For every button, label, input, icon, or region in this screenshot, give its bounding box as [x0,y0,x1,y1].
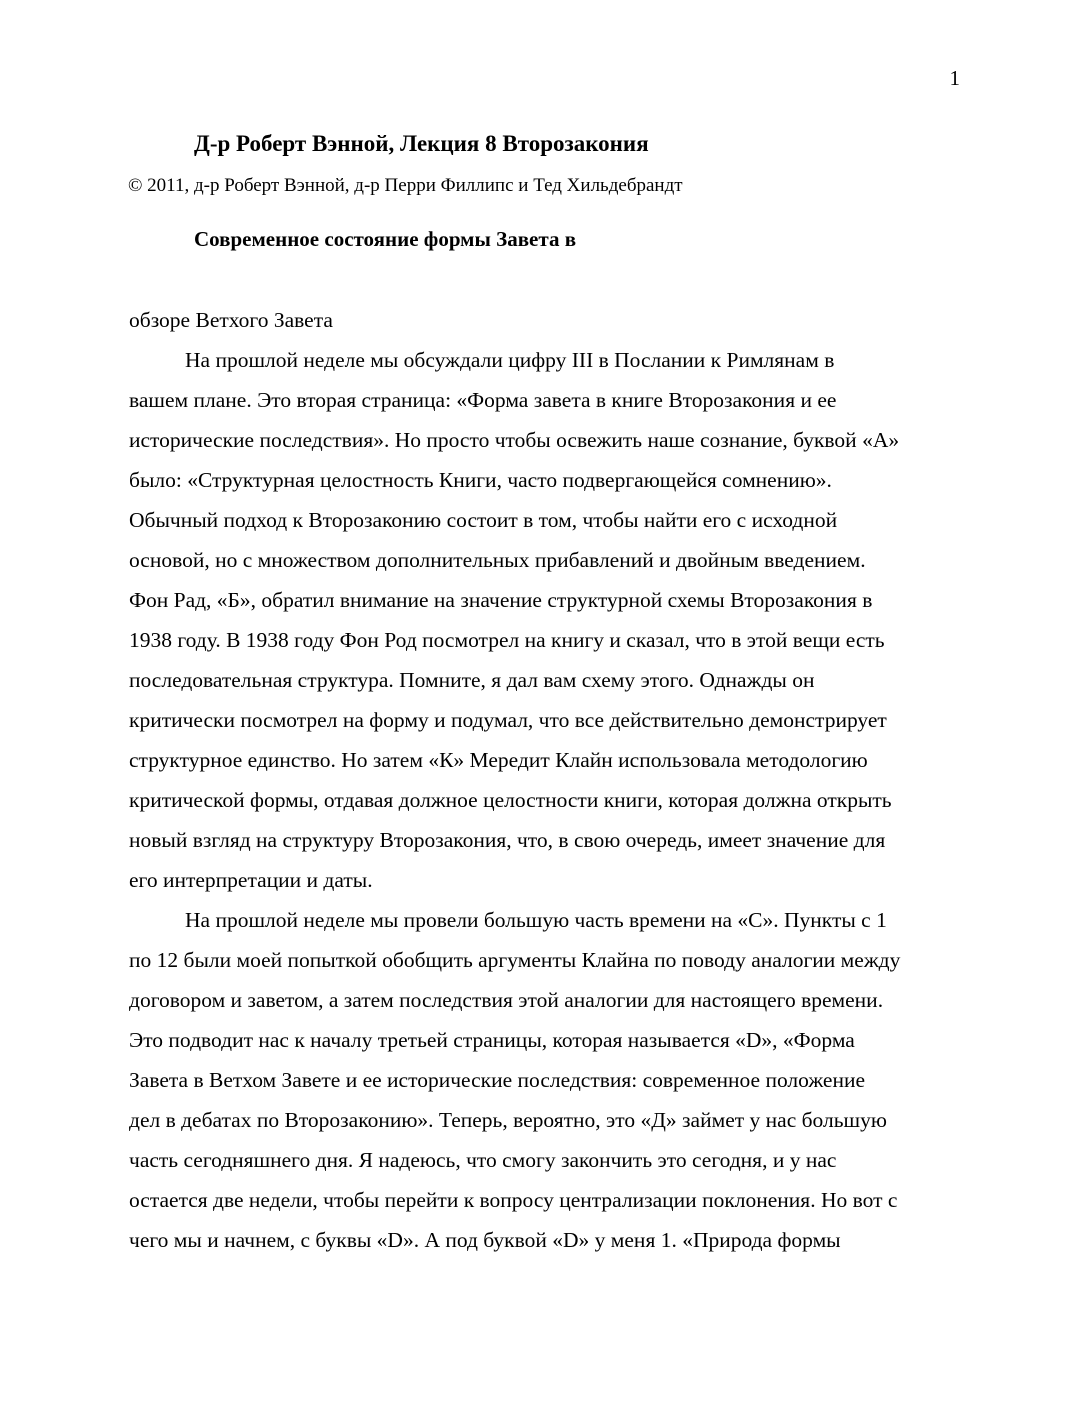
text-line: остается две недели, чтобы перейти к вопросу централизации поклонения. Но вот с [129,1188,898,1212]
text-line: На прошлой неделе мы провели большую часть времени на «С». Пункты с 1 [185,908,887,932]
text-line: На прошлой неделе мы обсуждали цифру III в Послании к Римлянам в [185,348,835,372]
text-line: обзоре Ветхого Завета [129,308,333,332]
text-line: вашем плане. Это вторая страница: «Форма завета в книге Второзакония и ее [129,388,837,412]
text-line: структурное единство. Но затем «К» Мередит Клайн использовала методологию [129,748,868,772]
text-line: договором и заветом, а затем последствия этой аналогии для настоящего времени. [129,988,884,1012]
section-subtitle: Современное состояние формы Завета в [194,227,577,251]
text-line: по 12 были моей попыткой обобщить аргументы Клайна по поводу аналогии между [129,948,901,972]
text-line: критической формы, отдавая должное целостности книги, которая должна открыть [129,788,892,812]
text-line: чего мы и начнем, с буквы «D». А под буквой «D» у меня 1. «Природа формы [129,1228,841,1252]
text-line: критически посмотрел на форму и подумал, что все действительно демонстрирует [129,708,887,732]
text-line: Фон Рад, «Б», обратил внимание на значение структурной схемы Второзакония в [129,588,873,612]
text-line: было: «Структурная целостность Книги, часто подвергающейся сомнению». [129,468,832,492]
page-number: 1 [949,66,960,90]
body-text [129,300,961,1260]
text-line: его интерпретации и даты. [129,868,373,892]
text-line: часть сегодняшнего дня. Я надеюсь, что смогу закончить это сегодня, и у нас [129,1148,837,1172]
text-line: исторические последствия». Но просто чтобы освежить наше сознание, буквой «А» [129,428,900,452]
copyright-line: © 2011, д-р Роберт Вэнной, д-р Перри Филлипс и Тед Хильдебрандт [128,175,683,196]
document-title: Д-р Роберт Вэнной, Лекция 8 Второзакония [194,131,649,156]
text-line: последовательная структура. Помните, я дал вам схему этого. Однажды он [129,668,815,692]
text-line: новый взгляд на структуру Второзакония, что, в свою очередь, имеет значение для [129,828,886,852]
text-line: Обычный подход к Второзаконию состоит в том, чтобы найти его с исходной [129,508,838,532]
text-line: Это подводит нас к началу третьей страницы, которая называется «D», «Форма [129,1028,855,1052]
text-line: основой, но с множеством дополнительных прибавлений и двойным введением. [129,548,866,572]
text-line: 1938 году. В 1938 году Фон Род посмотрел на книгу и сказал, что в этой вещи есть [129,628,885,652]
text-line: дел в дебатах по Второзаконию». Теперь, вероятно, это «Д» займет у нас большую [129,1108,887,1132]
text-line: Завета в Ветхом Завете и ее исторические последствия: современное положение [129,1068,866,1092]
